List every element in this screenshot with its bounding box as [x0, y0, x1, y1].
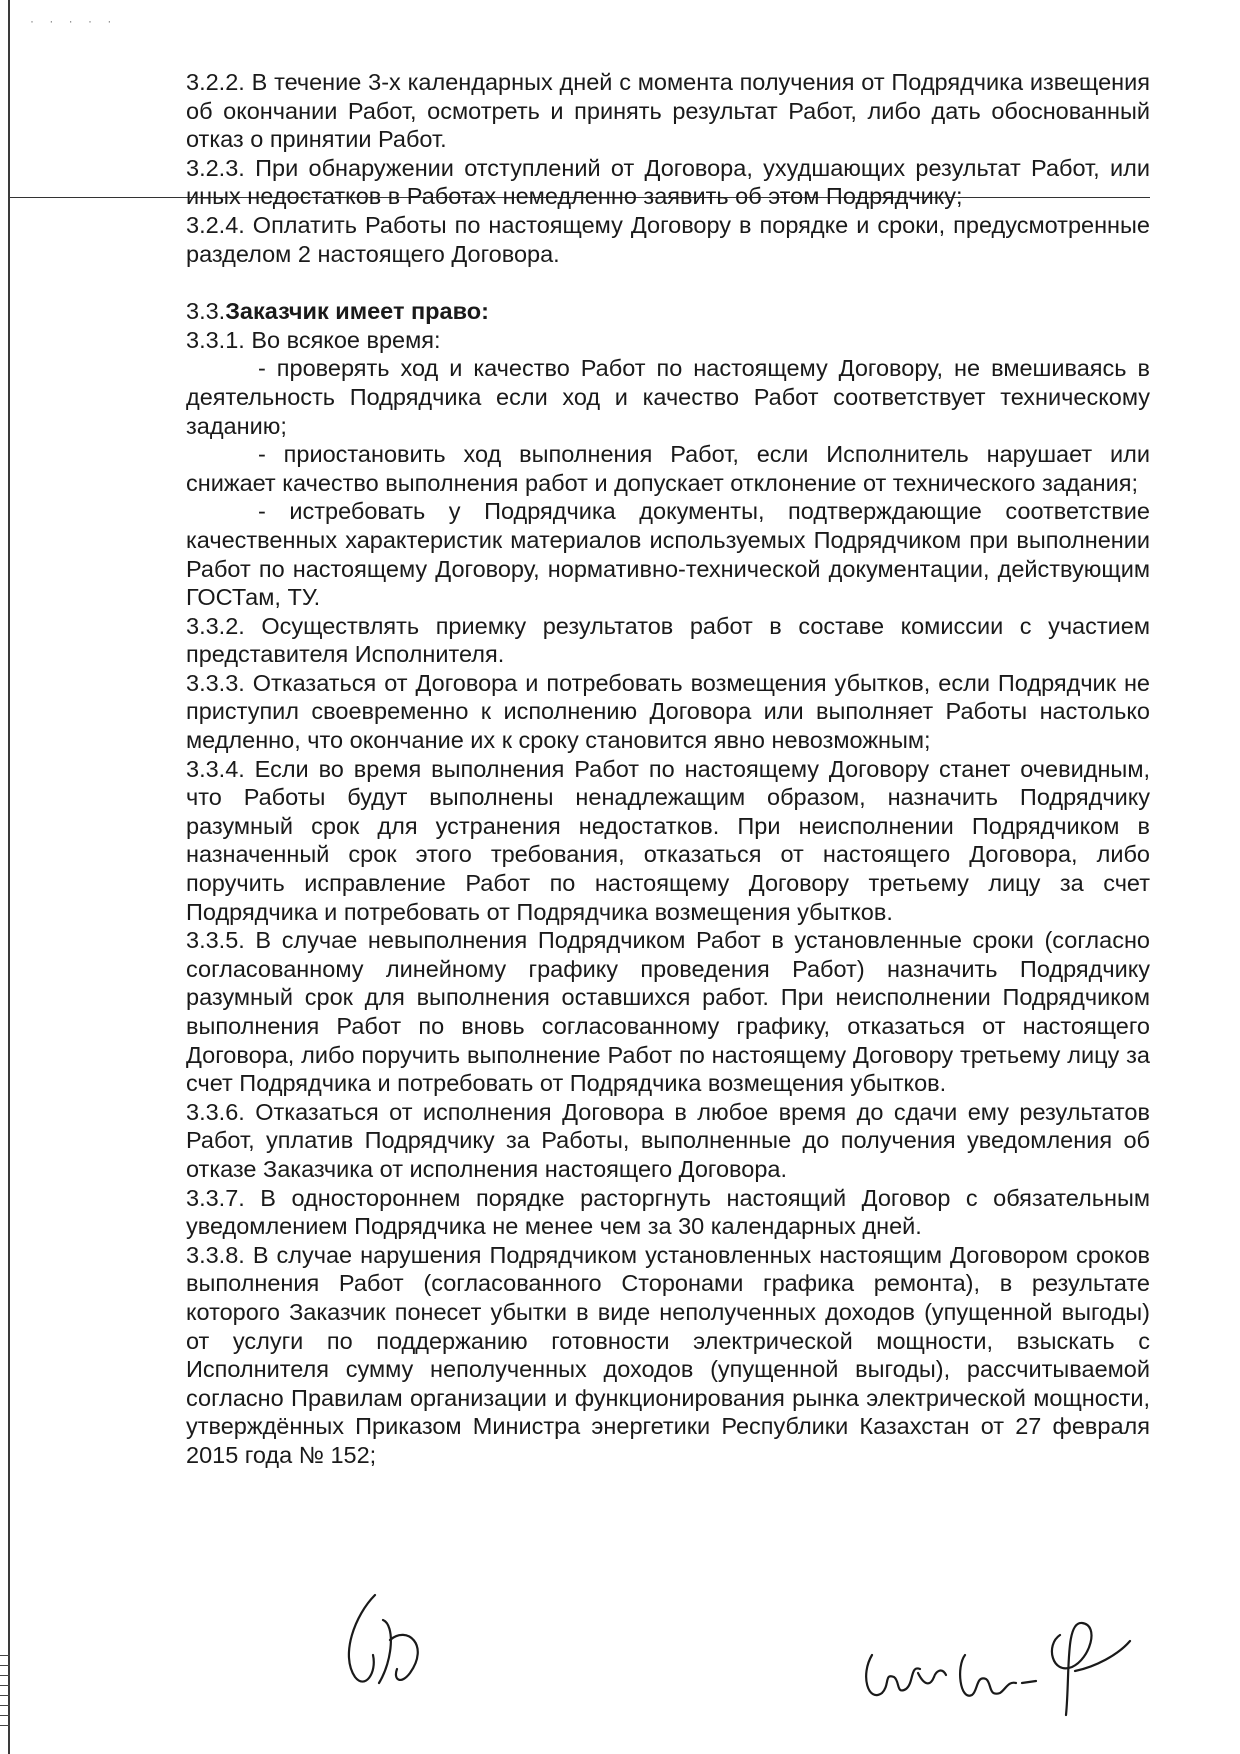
clause-3-3-7: 3.3.7. В одностороннем порядке расторгнуть настоящий Договор с обязательным уведомлением Подрядчика не менее чем за 30 календарных дней. [186, 1184, 1150, 1240]
signature-right [860, 1615, 1160, 1725]
section-title: Заказчик имеет право: [225, 298, 489, 325]
clause-3-3-1: 3.3.1. Во всякое время: [186, 326, 441, 353]
signature-left [335, 1585, 445, 1695]
clause-3-3-2: 3.3.2. Осуществлять приемку результатов работ в составе комиссии с участием представителя Исполнителя. [186, 612, 1150, 668]
clause-3-3-8: 3.3.8. В случае нарушения Подрядчиком установленных настоящим Договором сроков выполнения Работ (согласованного Сторонами графика ремонта), в результате которого Заказчик понесет убытки в виде неполученных доходов (упущенной выгоды) от услуги по поддержанию готовности электрической мощности, взыскать с Исполнителя сумму неполученных доходов (упущенной выгоды), рассчитываемой согласно Правилам организации и функционирования рынка электрической мощности, утверждённых Приказом Министра энергетики Республики Казахстан от 27 февраля 2015 года № 152; [186, 1241, 1150, 1468]
clause-3-3-6: 3.3.6. Отказаться от исполнения Договора в любое время до сдачи ему результатов Работ, уплатив Подрядчику за Работы, выполненные до получения уведомления об отказе Заказчика от исполнения настоящего Договора. [186, 1098, 1150, 1182]
clause-3-2-2: 3.2.2. В течение 3-х календарных дней с момента получения от Подрядчика извещения об окончании Работ, осмотреть и принять результат Работ, либо дать обоснованный отказ о принятии Работ. [186, 69, 1150, 153]
clause-3-3-5: 3.3.5. В случае невыполнения Подрядчиком Работ в установленные сроки (согласно согласованному линейному графику проведения Работ) назначить Подрядчику разумный срок для выполнения оставшихся работ. При неисполнении Подрядчиком выполнения Работ по вновь согласованному графику, отказаться от настоящего Договора, либо поручить выполнение Работ по настоящему Договору третьему лицу за счет Подрядчика и потребовать от Подрядчика возмещения убытков. [186, 927, 1150, 1097]
document-body [186, 68, 1150, 1470]
sub-item-suspend-work: - приостановить ход выполнения Работ, если Исполнитель нарушает или снижает качество выполнения работ и допускает отклонение от технического задания; [186, 441, 1150, 496]
clause-3-2-4: 3.2.4. Оплатить Работы по настоящему Договору в порядке и сроки, предусмотренные разделом 2 настоящего Договора. [186, 211, 1150, 267]
sub-item-check-progress: - проверять ход и качество Работ по настоящему Договору, не вмешиваясь в деятельность Подрядчика если ход и качество Работ соответствует техническому заданию; [186, 355, 1150, 439]
section-number: 3.3. [186, 298, 226, 325]
clause-3-3-3: 3.3.3. Отказаться от Договора и потребовать возмещения убытков, если Подрядчик не приступил своевременно к исполнению Договора или выполняет Работы настолько медленно, что окончание их к сроку становится явно невозможным; [186, 669, 1150, 754]
section-heading [186, 297, 1150, 326]
scan-left-edge [8, 0, 10, 1754]
clause-3-2-3: 3.2.3. При обнаружении отступлений от Договора, ухудшающих результат Работ, или иных недостатков в Работах немедленно заявить об этом Подрядчику; [186, 154, 1150, 210]
sub-item-request-documents: - истребовать у Подрядчика документы, подтверждающие соответствие качественных характеристик материалов используемых Подрядчиком при выполнении Работ по настоящему Договору, нормативно-технической документации, действующим ГОСТам, ТУ. [186, 498, 1150, 611]
margin-ticks [0, 1655, 14, 1735]
scan-specks: · · · · · [30, 14, 118, 28]
clause-3-3-4: 3.3.4. Если во время выполнения Работ по настоящему Договору станет очевидным, что Работы будут выполнены ненадлежащим образом, назначить Подрядчику разумный срок для устранения недостатков. При неисполнении Подрядчиком в назначенный срок этого требования, отказаться от настоящего Договора, либо поручить исправление Работ по настоящему Договору третьему лицу за счет Подрядчика и потребовать от Подрядчика возмещения убытков. [186, 755, 1150, 925]
spacer [186, 268, 1150, 297]
